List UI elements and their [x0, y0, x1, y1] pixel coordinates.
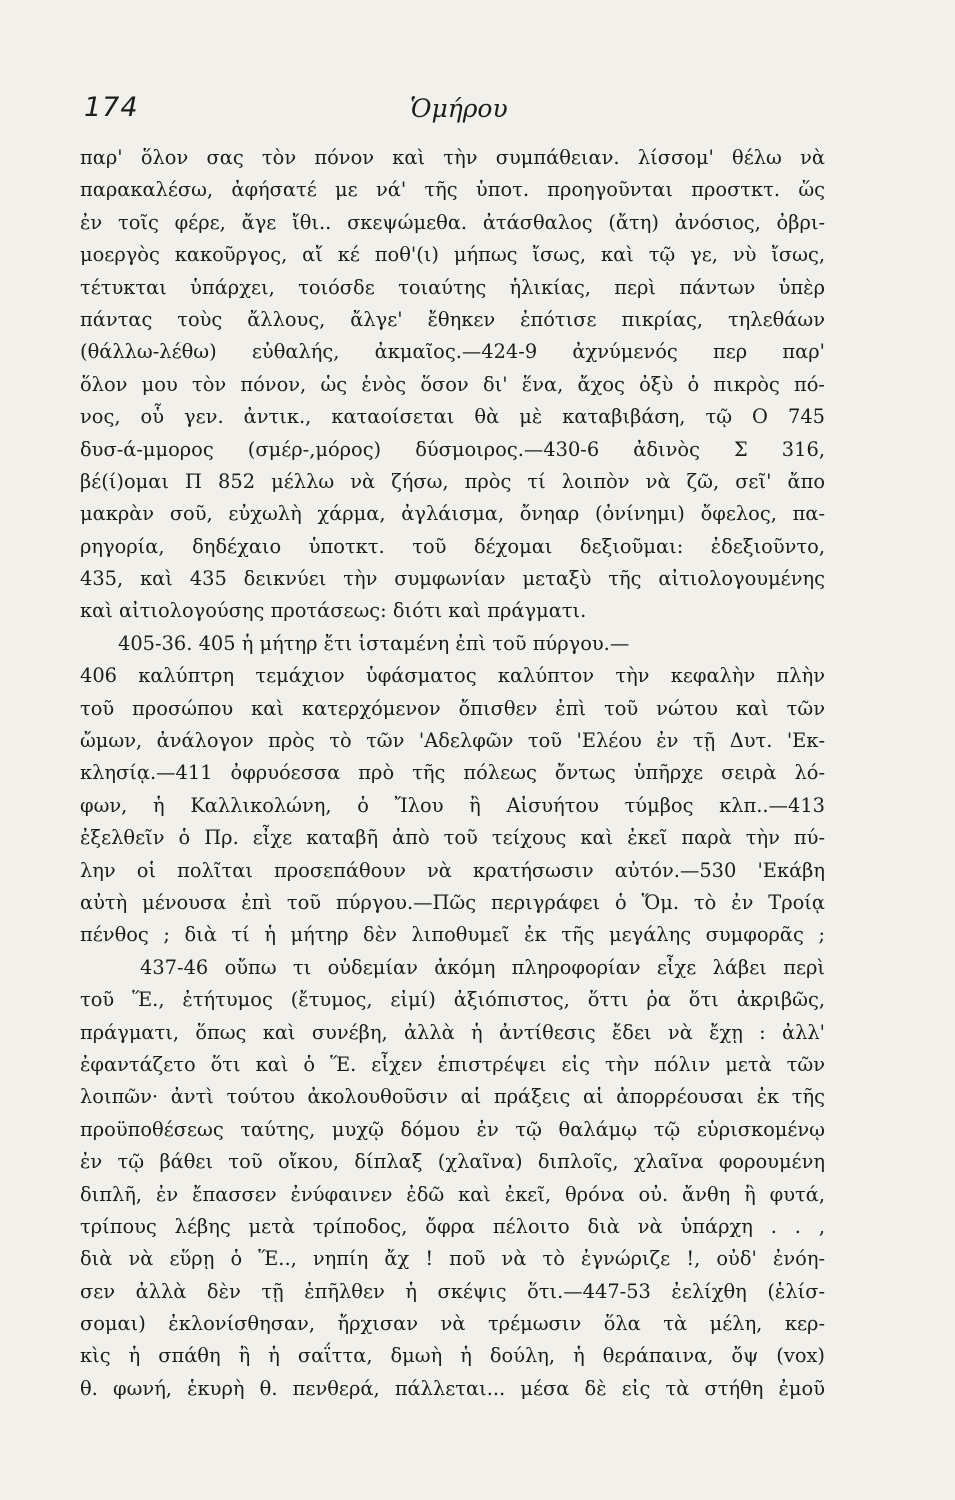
text-line: νος, οὗ γεν. ἀντικ., καταοίσεται θὰ μὲ καταβιβάση, τῷ Ο 745	[80, 405, 825, 429]
text-line: 437-46 οὔπω τι οὐδεμίαν ἀκόμη πληροφορίαν εἶχε λάβει περὶ	[140, 955, 825, 979]
text-line: παρ' ὅλον σας τὸν πόνον καὶ τὴν συμπάθειαν. λίσσομ' θέλω νὰ	[80, 146, 825, 169]
text-line: τέτυκται ὑπάρχει, τοιόσδε τοιαύτης ἡλικίας, περὶ πάντων ὑπὲρ	[80, 275, 825, 299]
text-line: λοιπῶν· ἀντὶ τούτου ἀκολουθοῦσιν αἱ πράξεις αἱ ἀπορρέουσαι ἐκ τῆς	[80, 1085, 825, 1109]
page-header	[80, 92, 860, 132]
text-line: ἐν τοῖς φέρε, ἄγε ἴθι.. σκεψώμεθα. ἀτάσθαλος (ἄτη) ἀνόσιος, ὀβρι-	[80, 210, 825, 234]
text-line: πάντας τοὺς ἄλλους, ἄλγε' ἔθηκεν ἐπότισε πικρίας, τηλεθάων	[80, 307, 825, 331]
text-line: πράγματι, ὅπως καὶ συνέβη, ἀλλὰ ἡ ἀντίθεσις ἔδει νὰ ἔχῃ : ἀλλ'	[80, 1020, 825, 1044]
section-heading-line: 405-36. 405 ἡ μήτηρ ἔτι ἱσταμένη ἐπὶ τοῦ πύργου.—	[118, 631, 630, 655]
text-line: 435, καὶ 435 δεικνύει τὴν συμφωνίαν μεταξὺ τῆς αἰτιολογουμένης	[80, 567, 825, 591]
text-line: ἐν τῷ βάθει τοῦ οἴκου, δίπλαξ (χλαῖνα) διπλοῖς, χλαῖνα φορουμένη	[80, 1150, 825, 1174]
text-line: σομαι) ἐκλονίσθησαν, ἤρχισαν νὰ τρέμωσιν ὅλα τὰ μέλη, κερ-	[80, 1312, 825, 1336]
text-line: κλησίᾳ.—411 ὀφρυόεσσα πρὸ τῆς πόλεως ὄντως ὑπῆρχε σειρὰ λό-	[80, 761, 825, 785]
text-line: σεν ἀλλὰ δὲν τῇ ἐπῆλθεν ἡ σκέψις ὅτι.—447-53 ἐελίχθη (ἑλίσ-	[80, 1279, 825, 1303]
text-line: ἐξελθεῖν ὁ Πρ. εἶχε καταβῆ ἀπὸ τοῦ τείχους καὶ ἐκεῖ παρὰ τὴν πύ-	[80, 826, 825, 850]
text-line: θ. φωνή, ἑκυρὴ θ. πενθερά, πάλλεται... μέσα δὲ εἰς τὰ στήθη ἐμοῦ	[80, 1376, 825, 1400]
text-line: βέ(ί)ομαι Π 852 μέλλω νὰ ζήσω, πρὸς τί λοιπὸν νὰ ζῶ, σεῖ' ἄπο	[80, 469, 825, 493]
text-line: δυσ-ά-μμορος (σμέρ-,μόρος) δύσμοιρος.—430-6 ἀδινὸς Σ 316,	[80, 437, 825, 461]
text-line: ρηγορία, δηδέχαιο ὑποτκτ. τοῦ δέχομαι δεξιοῦμαι: ἐδεξιοῦντο,	[80, 534, 825, 558]
text-line: κὶς ἡ σπάθη ἢ ἡ σαΐττα, δμωὴ ἡ δούλη, ἡ θεράπαινα, ὄψ (vox)	[80, 1344, 825, 1368]
page-number: 174	[84, 92, 139, 123]
text-line: διὰ νὰ εὕρῃ ὁ Ἕ.., νηπίη ἄχ ! ποῦ νὰ τὸ ἐγνώριζε !, οὐδ' ἐνόη-	[80, 1247, 825, 1271]
text-line: παρακαλέσω, ἀφήσατέ με νά' τῆς ὑποτ. προηγοῦνται προστκτ. ὥς	[80, 178, 825, 202]
text-line: προϋποθέσεως ταύτης, μυχῷ δόμου ἐν τῷ θαλάμῳ τῷ εὑρισκομένῳ	[80, 1117, 825, 1141]
text-line: τοῦ προσώπου καὶ κατερχόμενον ὄπισθεν ἐπὶ τοῦ νώτου καὶ τῶν	[80, 696, 825, 720]
text-line: φων, ἡ Καλλικολώνη, ὁ Ἴλου ἢ Αἰσυήτου τύμβος κλπ..—413	[80, 793, 825, 817]
text-line: αὐτὴ μένουσα ἐπὶ τοῦ πύργου.—Πῶς περιγράφει ὁ Ὅμ. τὸ ἐν Τροίᾳ	[80, 890, 825, 914]
body-text	[80, 142, 825, 1405]
text-line: (θάλλω-λέθω) εὐθαλής, ἀκμαῖος.—424-9 ἀχνύμενός περ παρ'	[80, 340, 825, 364]
text-line: ἐφαντάζετο ὅτι καὶ ὁ Ἕ. εἶχεν ἐπιστρέψει εἰς τὴν πόλιν μετὰ τῶν	[80, 1052, 825, 1076]
text-line: πένθος ; διὰ τί ἡ μήτηρ δὲν λιποθυμεῖ ἐκ τῆς μεγάλης συμφορᾶς ;	[80, 923, 825, 947]
text-line: λην οἱ πολῖται προσεπάθουν νὰ κρατήσωσιν αὐτόν.—530 'Εκάβη	[80, 858, 825, 882]
text-line: ὤμων, ἀνάλογον πρὸς τὸ τῶν 'Αδελφῶν τοῦ 'Ελέου ἐν τῇ Δυτ. 'Εκ-	[80, 729, 825, 753]
text-line: 406 καλύπτρη τεμάχιον ὑφάσματος καλύπτον τὴν κεφαλὴν πλὴν	[80, 664, 825, 688]
text-line: μακρὰν σοῦ, εὐχωλὴ χάρμα, ἀγλάισμα, ὄνηαρ (ὀνίνημι) ὄφελος, πα-	[80, 502, 825, 526]
text-line: μοεργὸς κακοῦργος, αἴ κέ ποθ'(ι) μήπως ἴσως, καὶ τῷ γε, νὺ ἴσως,	[80, 243, 825, 267]
text-line: τρίπους λέβης μετὰ τρίποδος, ὄφρα πέλοιτο διὰ νὰ ὑπάρχη . . ,	[80, 1214, 825, 1238]
running-title: Ὁμήρου	[410, 94, 508, 123]
text-line: διπλῆ, ἐν ἔπασσεν ἐνύφαινεν ἐδῶ καὶ ἐκεῖ, θρόνα οὐ. ἄνθη ἢ φυτά,	[80, 1182, 825, 1206]
text-line: τοῦ Ἕ., ἐτήτυμος (ἔτυμος, εἰμί) ἀξιόπιστος, ὅττι ῥα ὅτι ἀκριβῶς,	[80, 988, 825, 1012]
text-line: καὶ αἰτιολογούσης προτάσεως: διότι καὶ πράγματι.	[80, 599, 587, 623]
text-line: ὅλον μου τὸν πόνον, ὡς ἑνὸς ὅσον δι' ἕνα, ἄχος ὀξὺ ὁ πικρὸς πό-	[80, 372, 825, 396]
